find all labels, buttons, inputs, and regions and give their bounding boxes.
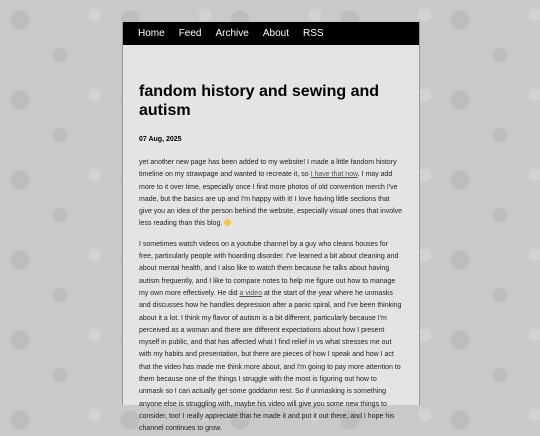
paragraph-text: at the start of the year where he unmasks and discusses how he handles depression after a panic spiral, and I've been thinking about it a lot. I think my flavor of autism is a bit different, particularly because I'm perceived as a woman and there are different expectations about how I present myself in public, and that has affected what I find relief in vs what stresses me out with my habits and presentation, but there are pieces of how I speak and how I act that the video has made me think more about, and I'm going to pay more attention to them because one of the things I struggle with the most is figuring out how to unmask so I can actually get some goddamn rest. So if unmasking is something anyone else is struggling with, maybe his video will give you some new things to consider, too! I really appreciate that he made it and put it out there, and I hope his channel continues to grow.	[139, 289, 402, 433]
timeline-page-link[interactable]: I have that now	[310, 171, 358, 179]
smile-emoji-icon	[224, 219, 231, 226]
nav-rss-link[interactable]: RSS	[302, 28, 324, 39]
nav-feed-link[interactable]: Feed	[178, 28, 202, 39]
post-date: 07 Aug, 2025	[139, 136, 182, 143]
paragraph-text: I sometimes watch videos on a youtube channel by a guy who cleans houses for free, particularly people with hoarding disorder. I've learned a bit about cleaning and about mental health, and I also like to watch them because he talks about having autism frequently, and I like to compare notes to help me figure out how to manage my own more effectively. He did	[139, 240, 399, 297]
post-content	[123, 45, 419, 436]
nav-home-link[interactable]: Home	[138, 28, 165, 39]
post-title: fandom history and sewing and autism	[139, 83, 380, 119]
top-nav	[123, 22, 419, 45]
video-link[interactable]: a video	[239, 289, 263, 297]
nav-archive-link[interactable]: Archive	[215, 28, 249, 39]
paragraph-text: yet another new page has been added to my website! I made a little fandom history timeline on my strawpage and wanted to recreate it, so	[139, 159, 397, 179]
nav-about-link[interactable]: About	[262, 28, 289, 39]
post-paragraph-2	[139, 239, 403, 436]
paragraph-text: . I may add more to it over time, especially once I find more photos of old convention merch I've made, but the basics are up and I'm happy with it! I love having little sections that give you an idea of the person behind the website, especially visual ones that involve less reading than this blog.	[139, 171, 403, 228]
post-paragraph-1	[139, 157, 403, 231]
page-container	[122, 22, 420, 433]
